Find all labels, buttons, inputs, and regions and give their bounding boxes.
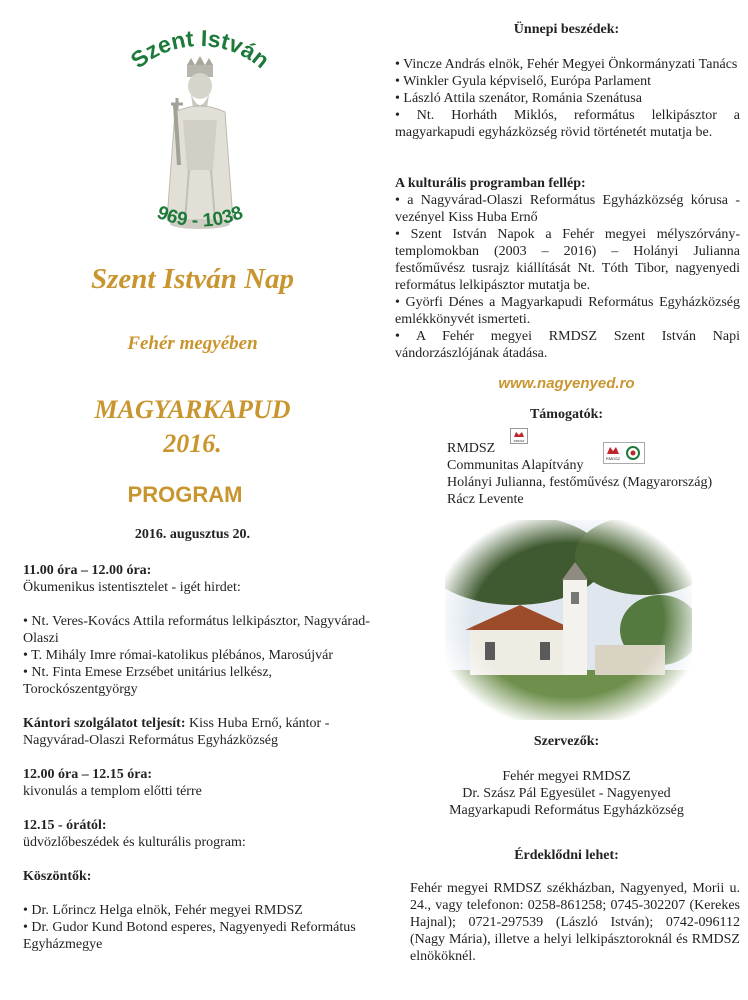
rmdsz-communitas-logo-icon — [603, 442, 645, 464]
list-item: • Nt. Finta Emese Erzsébet unitárius lelkész, Torockószentgyörgy — [23, 665, 273, 697]
program-date: 2016. augusztus 20. — [134, 527, 251, 542]
cultural-heading: A kulturális programban fellép: — [395, 176, 586, 191]
program-body — [23, 562, 373, 970]
program-label: Kántori szolgálatot teljesít: — [23, 716, 186, 731]
program-item — [23, 562, 373, 596]
list-item: • Nt. Horháth Miklós, református lelkipásztor a magyarkapudi egyházközség rövid történetét mutatja be. — [395, 108, 740, 140]
logo-arc-bottom: 969 - 1038 — [154, 202, 246, 232]
program-item — [23, 613, 373, 698]
list-item: Rácz Levente — [447, 492, 524, 507]
list-item: Holányi Julianna, festőművész (Magyarország) — [447, 475, 713, 490]
supporters-heading: Támogatók: — [529, 407, 604, 422]
program-text: kivonulás a templom előtti térre — [23, 784, 202, 799]
list-item: • Szent István Napok a Fehér megyei mélyszórvány-templomokban (2003 – 2016) – Holányi Julianna festőművész tusrajz kiállítását Nt. Tóth Tibor, nagyenyedi református lelkipásztor mutatja be. — [395, 227, 740, 293]
list-item: • T. Mihály Imre római-katolikus plébános, Marosújvár — [23, 648, 333, 663]
svg-text:RMDSZ: RMDSZ — [513, 439, 525, 443]
list-item: Dr. Szász Pál Egyesület - Nagyenyed — [462, 786, 671, 801]
list-item: Magyarkapudi Református Egyházközség — [449, 803, 684, 818]
speeches-list — [395, 56, 740, 141]
list-item: • Dr. Lőrincz Helga elnök, Fehér megyei RMDSZ — [23, 903, 303, 918]
program-time: 12.15 - órától: — [23, 818, 107, 833]
program-heading: PROGRAM — [127, 482, 243, 507]
statue-icon — [167, 56, 233, 229]
program-item — [23, 715, 373, 749]
subtitle: Fehér megyében — [127, 333, 258, 354]
list-item: RMDSZ — [447, 441, 496, 456]
organizers-list — [385, 768, 748, 819]
program-time: Köszöntők: — [23, 869, 92, 884]
list-item: Fehér megyei RMDSZ — [502, 769, 631, 784]
svg-text:RMDSZ: RMDSZ — [605, 456, 621, 461]
list-item: Communitas Alapítvány — [447, 458, 584, 473]
place-name: MAGYARKAPUD — [94, 395, 291, 424]
church-photo — [445, 520, 692, 720]
list-item: • a Nagyvárad-Olaszi Református Egyházközség kórusa - vezényel Kiss Huba Ernő — [395, 193, 740, 225]
program-text: üdvözlőbeszédek és kulturális program: — [23, 835, 246, 850]
program-text: Kiss Huba Ernő, kántor - Nagyvárad-Olaszi Református Egyházközség — [23, 716, 330, 748]
program-time: 11.00 óra – 12.00 óra: — [23, 563, 152, 578]
program-item — [23, 868, 373, 885]
program-item — [23, 766, 373, 800]
list-item: • Winkler Gyula képviselő, Európa Parlament — [395, 74, 652, 89]
list-item: • Nt. Veres-Kovács Attila református lelkipásztor, Nagyvárad-Olaszi — [23, 614, 370, 646]
cultural-section — [395, 175, 740, 362]
organizers-heading: Szervezők: — [533, 734, 600, 749]
speeches-heading: Ünnepi beszédek: — [513, 22, 620, 37]
rmdsz-logo-icon — [510, 428, 528, 444]
list-item: • Györfi Dénes a Magyarkapudi Református Egyházközség emlékkönyvét ismerteti. — [395, 295, 740, 327]
program-item — [23, 817, 373, 851]
main-title: Szent István Nap — [90, 263, 295, 295]
event-year: 2016. — [163, 429, 222, 458]
supporters-list — [447, 440, 747, 508]
place-year — [0, 393, 385, 461]
contact-text: Fehér megyei RMDSZ székházban, Nagyenyed, Morii u. 24., vagy telefonon: 0258-861258; 0745-302207 (Kerekes Hajnal); 0721-297539 (László István); 0742-096112 (Nagy Mária), illetve a helyi lelkipásztoroknál és RMDSZ elnököknél. — [410, 881, 740, 964]
program-text: Ökumenikus istentisztelet - igét hirdet: — [23, 580, 241, 595]
list-item: • A Fehér megyei RMDSZ Szent István Napi vándorzászlójának átadása. — [395, 329, 740, 361]
list-item: • Vincze András elnök, Fehér Megyei Önkormányzati Tanács — [395, 57, 738, 72]
program-time: 12.00 óra – 12.15 óra: — [23, 767, 153, 782]
saint-stephen-logo — [105, 20, 295, 250]
program-item — [23, 902, 373, 953]
logo-arc-top: Szent István — [125, 25, 275, 74]
contact-heading: Érdeklődni lehet: — [514, 848, 619, 863]
list-item: • Dr. Gudor Kund Botond esperes, Nagyenyedi Református Egyházmegye — [23, 920, 356, 952]
website-link[interactable]: www.nagyenyed.ro — [498, 375, 635, 392]
list-item: • László Attila szenátor, Románia Szenátusa — [395, 91, 642, 106]
